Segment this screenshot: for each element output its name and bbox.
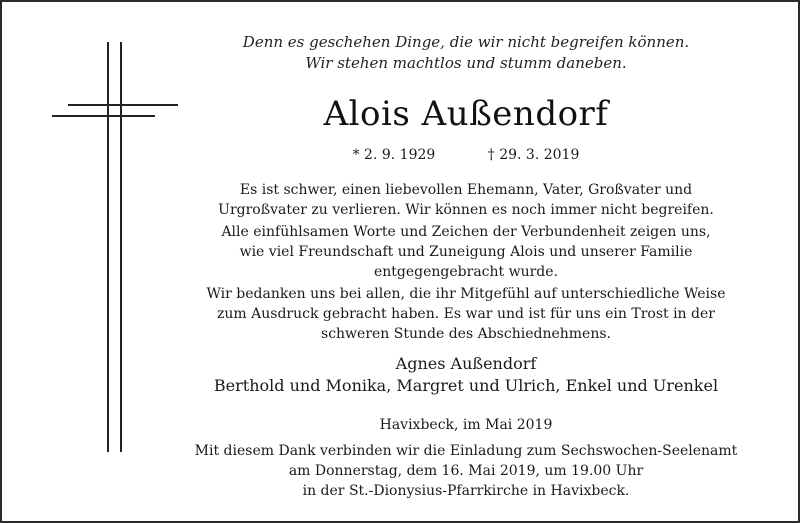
quote xyxy=(180,32,752,74)
invitation-line-3: in der St.-Dionysius-Pfarrkirche in Havixbeck. xyxy=(302,483,630,499)
paragraph-1-line-2: Urgroßvater zu verlieren. Wir können es noch immer nicht begreifen. xyxy=(218,202,714,218)
paragraph-1 xyxy=(180,180,752,220)
paragraph-3-line-2: zum Ausdruck gebracht haben. Es war und ist für uns ein Trost in der xyxy=(217,306,715,322)
paragraph-2 xyxy=(180,222,752,282)
birth-date: * 2. 9. 1929 xyxy=(352,147,436,163)
deceased-name: Alois Außendorf xyxy=(323,94,609,134)
signer-line-1: Agnes Außendorf xyxy=(395,354,537,373)
paragraph-3-line-1: Wir bedanken uns bei allen, die ihr Mitgefühl auf unterschiedliche Weise xyxy=(206,286,726,302)
place-date: Havixbeck, im Mai 2019 xyxy=(379,417,553,433)
invitation-line-1: Mit diesem Dank verbinden wir die Einladung zum Sechswochen-Seelenamt xyxy=(194,443,738,459)
quote-line-1: Denn es geschehen Dinge, die wir nicht begreifen können. xyxy=(242,33,690,51)
paragraph-2-line-1: Alle einfühlsamen Worte und Zeichen der Verbundenheit zeigen uns, xyxy=(221,224,711,240)
invitation xyxy=(180,441,752,501)
paragraph-3 xyxy=(180,284,752,344)
paragraph-3-line-3: schweren Stunde des Abschiednehmens. xyxy=(321,326,611,342)
death-date: † 29. 3. 2019 xyxy=(487,147,580,163)
life-dates xyxy=(180,145,752,165)
signers xyxy=(180,353,752,397)
invitation-line-2: am Donnerstag, dem 16. Mai 2019, um 19.00 Uhr xyxy=(288,463,644,479)
signer-line-2: Berthold und Monika, Margret und Ulrich, Enkel und Urenkel xyxy=(213,376,719,395)
paragraph-1-line-1: Es ist schwer, einen liebevollen Ehemann, Vater, Großvater und xyxy=(239,182,693,198)
quote-line-2: Wir stehen machtlos und stumm daneben. xyxy=(305,54,627,72)
paragraph-2-line-2: wie viel Freundschaft und Zuneigung Alois und unserer Familie xyxy=(239,244,693,260)
paragraph-2-line-3: entgegengebracht wurde. xyxy=(373,264,558,280)
